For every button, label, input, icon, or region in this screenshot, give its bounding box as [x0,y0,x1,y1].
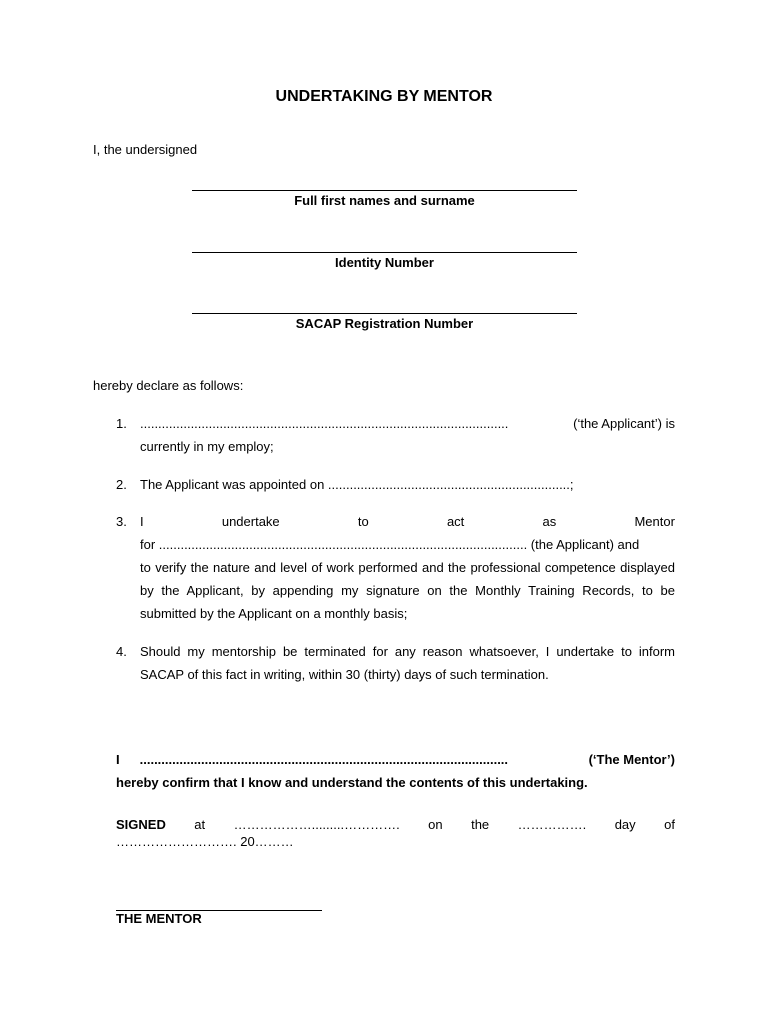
word: as [542,514,557,529]
item-number: 3. [116,514,127,529]
item-paragraph: to verify the nature and level of work performed and the professional competence displayed by the Applicant, by appending my signature on the Monthly Training Records, to be submitted by the Applicant on a monthly basis; [140,560,675,621]
signed-line [116,816,675,833]
list-item [116,510,675,626]
signed-block [116,816,675,850]
full-names-field [192,190,577,208]
item-body [140,510,675,625]
word: I [140,514,144,529]
place-dots: ……………….........…………. [233,817,400,832]
full-names-line [192,190,577,191]
date-line: ………………………. 20……… [116,834,294,849]
list-item [116,473,675,497]
item-body: Should my mentorship be terminated for any reason whatsoever, I undertake to inform SACAP of this fact in writing, within 30 (thirty) days of such termination. [140,644,675,682]
list-item [116,640,675,688]
item-number: 2. [116,477,127,492]
word: day [614,817,636,832]
declare-text: hereby declare as follows: [93,378,244,393]
word: the [471,817,490,832]
item-body: The Applicant was appointed on ...................................................................; [140,477,574,492]
sacap-registration-line [192,313,577,314]
word: on [428,817,443,832]
sacap-registration-label: SACAP Registration Number [295,316,474,331]
confirmation-line [116,748,675,771]
list-item [116,412,675,460]
day-dots: ……………. [517,817,587,832]
applicant-label: (‘the Applicant’) is [573,416,675,431]
word: at [194,817,206,832]
item-line: for ...................................................................................................... (the Applicant) and [140,537,640,552]
mentor-label: (‘The Mentor’) [588,752,675,767]
item-line: currently in my employ; [140,439,274,454]
applicant-name-dots: ...................................................................................................... [140,416,509,431]
item-number: 4. [116,644,127,659]
word: Mentor [634,514,675,529]
mentor-confirmation [116,748,675,794]
item-number: 1. [116,416,127,431]
word: to [357,514,369,529]
confirmation-text: hereby confirm that I know and understand the contents of this undertaking. [116,775,588,790]
identity-number-line [192,252,577,253]
pronoun: I [116,752,120,767]
full-names-label: Full first names and surname [294,193,475,208]
word: of [664,817,675,832]
mentor-name-dots: ...................................................................................................... [139,752,509,767]
item-line [140,412,675,435]
item-line [140,510,675,533]
mentor-signature-label: THE MENTOR [116,911,202,926]
signed-label: SIGNED [116,817,166,832]
confirmation-start [116,748,545,771]
word: undertake [221,514,280,529]
identity-number-field [192,252,577,270]
page-title: UNDERTAKING BY MENTOR [275,88,493,105]
item-body [140,412,675,458]
sacap-registration-field [192,313,577,331]
word: act [446,514,465,529]
intro-text: I, the undersigned [93,142,198,157]
identity-number-label: Identity Number [335,255,434,270]
